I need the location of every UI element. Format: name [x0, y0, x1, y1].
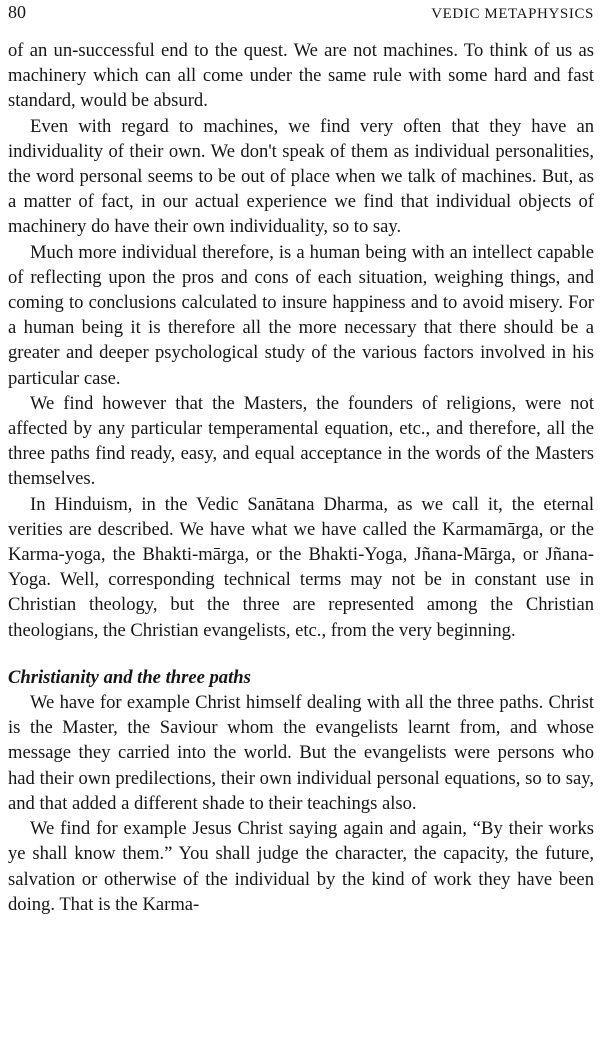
paragraph: We have for example Christ himself dealing with all the three paths. Christ is the Master, the Saviour whom the evangelists learnt from, and whose message they carried into the world. But the evangelists were persons who had their own predilections, their own individual personal equations, so to say, and that added a different shade to their teachings also. — [8, 692, 594, 814]
running-title: VEDIC METAPHYSICS — [431, 6, 594, 22]
paragraph: Even with regard to machines, we find very often that they have an individuality of their own. We don't speak of them as individual personalities, the word personal seems to be out of place when we talk of machines. But, as a matter of fact, in our actual experience we find that individual objects of machinery do have their own individuality, so to say. — [8, 115, 594, 238]
body-text — [8, 38, 594, 917]
paragraph: We find however that the Masters, the founders of religions, were not affected by any particular temperamental equation, etc., and therefore, all the three paths find ready, easy, and equal acceptance in the words of the Masters themselves. — [8, 392, 594, 490]
paragraph: of an un-successful end to the quest. We are not machines. To think of us as machinery which can all come under the same rule with some hard and fast standard, would be absurd. — [8, 40, 594, 112]
page-number: 80 — [8, 2, 26, 22]
paragraph: In Hinduism, in the Vedic Sanātana Dharma, as we call it, the eternal verities are described. We have what we have called the Karmamārga, or the Karma-yoga, the Bhakti-mārga, or the Bhakti-Yoga, Jñana-Mārga, or Jñana-Yoga. Well, corresponding technical terms may not be in constant use in Christian theology, but the three are represented among the Christian theologians, the Christian evangelists, etc., from the very beginning. — [8, 493, 594, 641]
running-head — [8, 2, 594, 30]
paragraph: We find for example Jesus Christ saying again and again, “By their works ye shall know them.” You shall judge the character, the capacity, the future, salvation or otherwise of the individual by the kind of work they have been doing. That is the Karma- — [8, 818, 594, 915]
paragraph: Much more individual therefore, is a human being with an intellect capable of reflecting upon the pros and cons of each situation, weighing things, and coming to conclusions calculated to insure happiness and to avoid misery. For a human being it is therefore all the more necessary that there should be a greater and deeper psychological study of the various factors involved in his particular case. — [8, 241, 594, 389]
section-heading: Christianity and the three paths — [8, 666, 251, 688]
